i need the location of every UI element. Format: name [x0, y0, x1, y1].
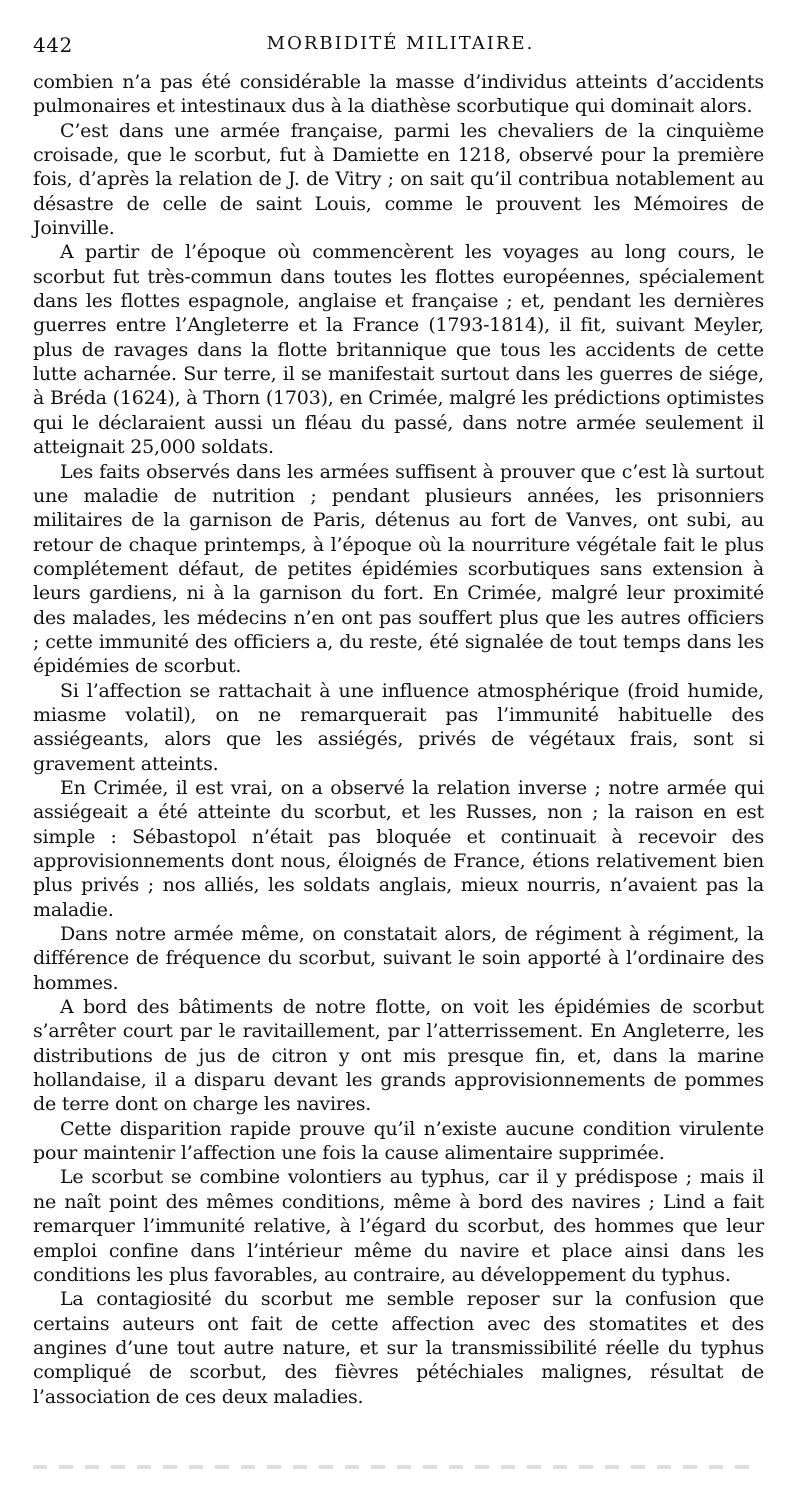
paragraph: La contagiosité du scorbut me semble reposer sur la confusion que certains auteurs ont fait de cette affection avec des stomatites et des angines d’une tout autre nature, et sur la transmissibilité réelle du typhus compliqué de scorbut, des fièvres pétéchiales malignes, résultat de l’association de ces deux maladies. — [33, 1288, 764, 1408]
paragraph: Les faits observés dans les armées suffisent à prouver que c’est là surtout une maladie de nutrition ; pendant plusieurs années, les prisonniers militaires de la garnison de Paris, détenus au fort de Vanves, ont subi, au retour de chaque printemps, à l’époque où la nourriture végétale fait le plus complétement défaut, de petites épidémies scorbutiques sans extension à leurs gardiens, ni à la garnison du fort. En Crimée, malgré leur proximité des malades, les médecins n’en ont pas souffert plus que les autres officiers ; cette immunité des officiers a, du reste, été signalée de tout temps dans les épidémies de scorbut. — [33, 460, 764, 678]
scan-artifact-line — [33, 1465, 753, 1469]
paragraph: Si l’affection se rattachait à une influence atmosphérique (froid humide, miasme volatil), on ne remarquerait pas l’immunité habituelle des assiégeants, alors que les assiégés, privés de végétaux frais, sont si gravement atteints. — [33, 679, 764, 775]
running-title: MORBIDITÉ MILITAIRE. — [266, 33, 535, 54]
paragraph: Le scorbut se combine volontiers au typhus, car il y prédispose ; mais il ne naît point des mêmes conditions, même à bord des navires ; Lind a fait remarquer l’immunité relative, à l’égard du scorbut, des hommes que leur emploi confine dans l’intérieur même du navire et place ainsi dans les conditions les plus favorables, au contraire, au développement du typhus. — [33, 1166, 764, 1286]
paragraph: En Crimée, il est vrai, on a observé la relation inverse ; notre armée qui assiégeait a été atteinte du scorbut, et les Russes, non ; la raison en est simple : Sébastopol n’était pas bloquée et continuait à recevoir des approvisionnements dont nous, éloignés de France, étions relativement bien plus privés ; nos alliés, les soldats anglais, mieux nourris, n’avaient pas la maladie. — [33, 776, 764, 921]
paragraph: Cette disparition rapide prouve qu’il n’existe aucune condition virulente pour maintenir l’affection une fois la cause alimentaire supprimée. — [33, 1117, 764, 1165]
paragraph: C’est dans une armée française, parmi les chevaliers de la cinquième croisade, que le scorbut, fut à Damiette en 1218, observé pour la première fois, d’après la relation de J. de Vitry ; on sait qu’il contribua notablement au désastre de celle de saint Louis, comme le prouvent les Mémoires de Joinville. — [33, 119, 764, 240]
paragraph: A bord des bâtiments de notre flotte, on voit les épidémies de scorbut s’arrêter court par le ravitaillement, par l’atterrissement. En Angleterre, les distributions de jus de citron y ont mis presque fin, et, dans la marine hollandaise, il a disparu devant les grands approvisionnements de pommes de terre dont on charge les navires. — [33, 996, 764, 1116]
paragraph: combien n’a pas été considérable la masse d’individus atteints d’accidents pulmonaires et intestinaux dus à la diathèse scorbutique qui dominait alors. — [33, 71, 764, 118]
paragraph: A partir de l’époque où commencèrent les voyages au long cours, le scorbut fut très-commun dans toutes les flottes européennes, spécialement dans les flottes espagnole, anglaise et française ; et, pendant les dernières guerres entre l’Angleterre et la France (1793-1814), il fit, suivant Meyler, plus de ravages dans la flotte britannique que tous les accidents de cette lutte acharnée. Sur terre, il se manifestait surtout dans les guerres de siége, à Bréda (1624), à Thorn (1703), en Crimée, malgré les prédictions optimistes qui le déclaraient aussi un fléau du passé, dans notre armée seulement il atteignait 25,000 soldats. — [33, 241, 764, 459]
page-header — [33, 33, 768, 59]
page-number: 442 — [33, 33, 73, 57]
paragraph: Dans notre armée même, on constatait alors, de régiment à régiment, la différence de fréquence du scorbut, suivant le soin apporté à l’ordinaire des hommes. — [33, 923, 764, 994]
body-text — [33, 70, 764, 1409]
